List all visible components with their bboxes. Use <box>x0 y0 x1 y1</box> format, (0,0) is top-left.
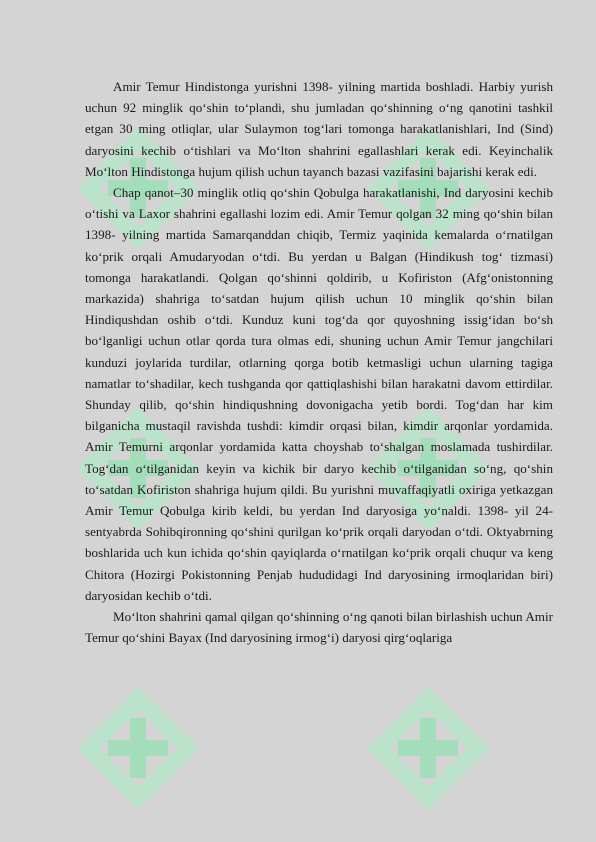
paragraph: Mo‘lton shahrini qamal qilgan qo‘shinning o‘ng qanoti bilan birlashish uchun Amir Temur qo‘shini Bayax (Ind daryosining irmog‘i) daryosi qirg‘oqlariga <box>85 609 553 646</box>
paragraph: Amir Temur Hindistonga yurishni 1398- yilning martida boshladi. Harbiy yurish uchun 92 minglik qo‘shin to‘plandi, shu jumladan qo‘shinning o‘ng qanotini tashkil etgan 30 ming otliqlar, ular Sulaymon tog‘lari tomonga harakatlanishlari, Ind (Sind) daryosini kechib o‘tishlari va Mo‘lton shahrini egallashlari kerak edi. Keyinchalik Mo‘lton Hindistonga hujum qilish uchun tayanch bazasi vazifasini bajarishi kerak edi. <box>85 79 553 179</box>
body-text <box>85 76 553 648</box>
watermark-logo-icon <box>368 678 488 818</box>
paragraph: Chap qanot–30 minglik otliq qo‘shin Qobulga harakatlanishi, Ind daryosini kechib o‘tishi va Laxor shahrini egallashi lozim edi. Amir Temur qolgan 32 ming qo‘shin bilan 1398- yilning martida Samarqanddan chiqib, Termiz yaqinida kemalarda o‘rnatilgan ko‘prik orqali Amudaryodan o‘tdi. Bu yerdan u Balgan (Hindikush tog‘ tizmasi) tomonga harakatlandi. Qolgan qo‘shinni qoldirib, u Kofiriston (Afg‘onistonning markazida) shahriga to‘satdan hujum qilish uchun 10 minglik qo‘shin bilan Hindiqushdan oshib o‘tdi. Kunduz kuni tog‘da qor quyoshning issig‘idan bo‘sh bo‘lganligi uchun otlar qorda tura olmas edi, shuning uchun Amir Temur jangchilari kunduzi joylarida turdilar, otlarning qorga botib ketmasligi uchun ularning tagiga namatlar to‘shadilar, kech tushganda qor qattiqlashishi bilan harakatni davom ettirdilar. Shunday qilib, qo‘shin hindiqushning dovonigacha yetib bordi. Tog‘dan har kim bilganicha mustaqil ravishda tushdi: kimdir orqasi bilan, kimdir arqonlar yordamida. Amir Temurni arqonlar yordamida katta choyshab to‘shalgan moslamada tushirdilar. Tog‘dan o‘tilganidan keyin va kichik bir daryo kechib o‘tilganidan so‘ng, qo‘shin to‘satdan Kofiriston shahriga hujum qildi. Bu yurishni muvaffaqiyatli oxiriga yetkazgan Amir Temur Qobulga kirib keldi, bu yerdan Ind daryosiga yo‘naldi. 1398- yil 24-sentyabrda Sohibqironning qo‘shini qurilgan ko‘prik orqali daryodan o‘tdi. Oktyabrning boshlarida uch kun ichida qo‘shin qayiqlarda o‘rnatilgan ko‘prik orqali chuqur va keng Chitora (Hozirgi Pokistonning Penjab hududidagi Ind daryosining irmoqlaridan biri) daryosidan kechib o‘tdi. <box>85 185 553 603</box>
watermark-logo-icon <box>78 678 198 818</box>
